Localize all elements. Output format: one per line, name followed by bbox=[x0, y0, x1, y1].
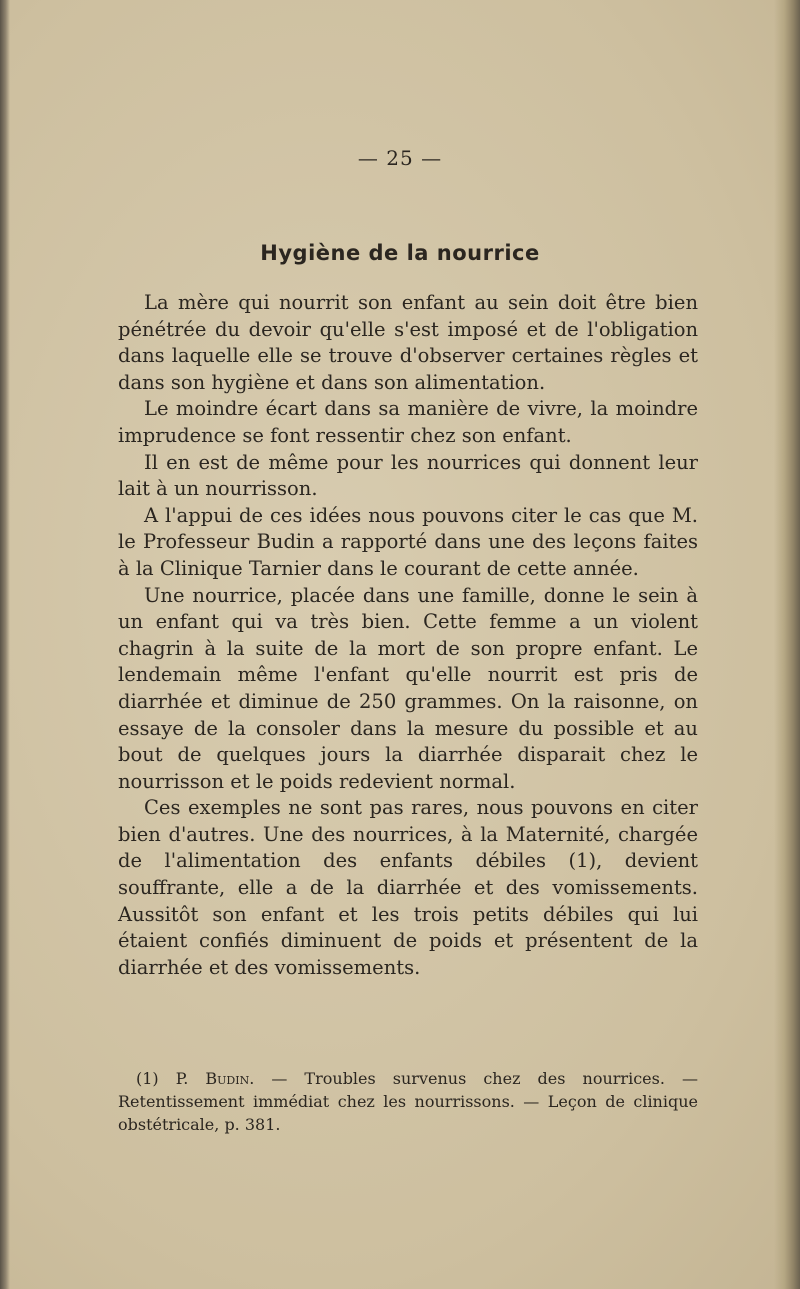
page-outer-edge bbox=[774, 0, 800, 1289]
paragraph: Le moindre écart dans sa manière de vivre, la moindre imprudence se font ressentir chez son enfant. bbox=[118, 397, 698, 447]
paragraph: Ces exemples ne sont pas rares, nous pouvons en citer bien d'autres. Une des nourrices, à la Maternité, chargée de l'alimentation des enfants débiles (1), devient souffrante, elle a de la diarrhée et des vomissements. Aussitôt son enfant et les trois petits débiles qui lui étaient confiés diminuent de poids et présentent de la diarrhée et des vomissements. bbox=[118, 796, 698, 979]
page-binding-edge bbox=[0, 0, 10, 1289]
page-number: — 25 — bbox=[357, 146, 443, 170]
paragraph: Une nourrice, placée dans une famille, donne le sein à un enfant qui va très bien. Cette femme a un violent chagrin à la suite de la mort de son propre enfant. Le lendemain même l'enfant qu'elle nourrit est pris de diarrhée et diminue de 250 grammes. On la raisonne, on essaye de la consoler dans la mesure du possible et au bout de quelques jours la diarrhée disparait chez le nourrisson et le poids redevient normal. bbox=[118, 583, 698, 793]
section-title: Hygiène de la nourrice bbox=[260, 241, 540, 265]
paragraph: Il en est de même pour les nourrices qui donnent leur lait à un nourrisson. bbox=[118, 450, 698, 501]
footnote-text bbox=[118, 1067, 698, 1136]
paragraph: La mère qui nourrit son enfant au sein doit être bien pénétrée du devoir qu'elle s'est imposé et de l'obligation dans laquelle elle se trouve d'observer certaines règles et dans son hygiène et dans son alimentation. bbox=[118, 291, 698, 394]
paragraph: A l'appui de ces idées nous pouvons citer le cas que M. le Professeur Budin a rapporté dans une des leçons faites à la Clinique Tarnier dans le courant de cette année. bbox=[118, 503, 698, 580]
footnote bbox=[118, 1067, 698, 1136]
body-text bbox=[118, 290, 698, 981]
footnote-author: P. Budin. bbox=[175, 1069, 255, 1088]
footnote-body: — Troubles survenus chez des nourrices. — Retentissement immédiat chez les nourrissons. — Leçon de clinique obstétricale, p. 381. bbox=[118, 1069, 698, 1134]
footnote-marker: (1) bbox=[136, 1069, 159, 1088]
